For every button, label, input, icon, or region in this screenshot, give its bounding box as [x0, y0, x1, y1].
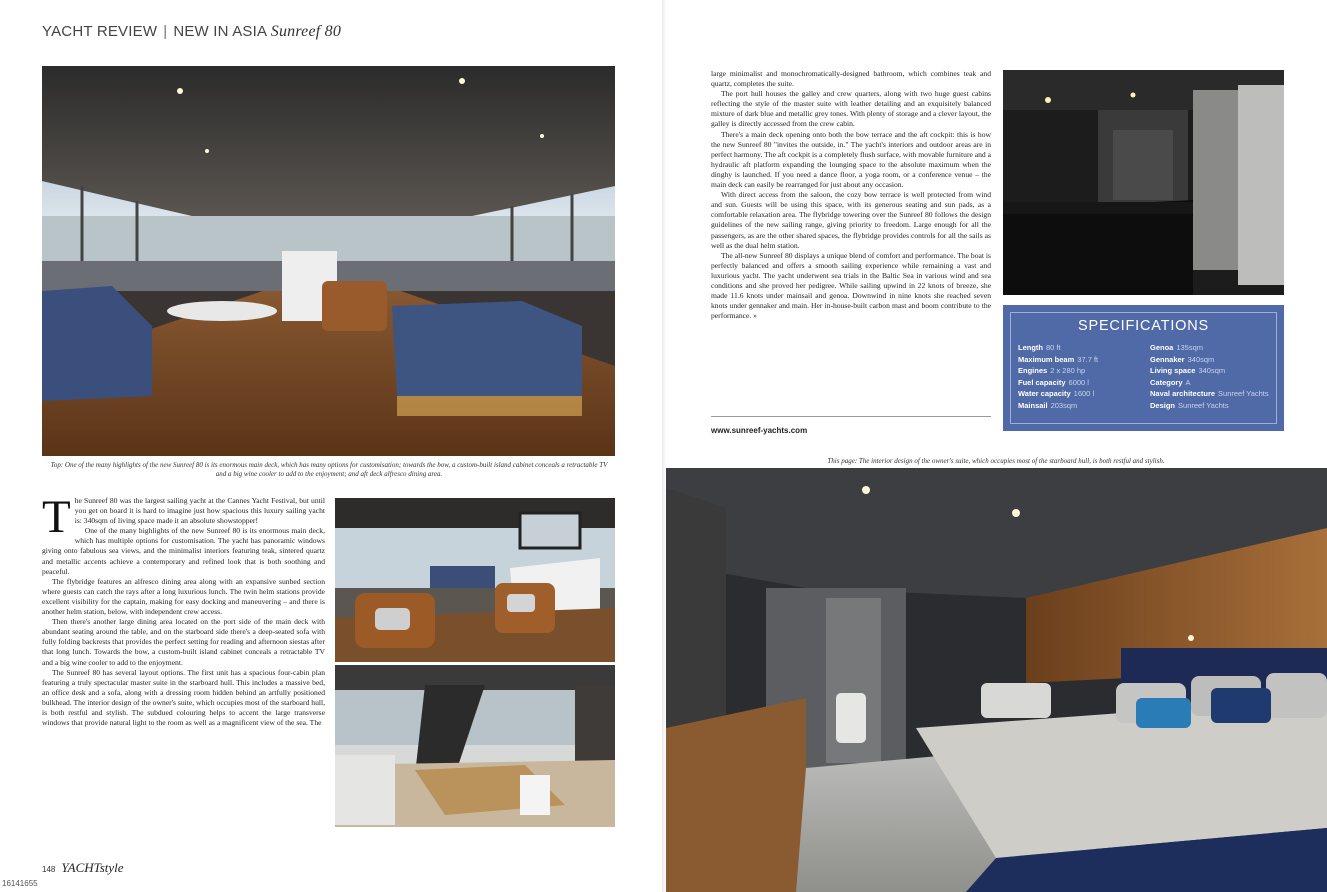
paragraph-text: he Sunreef 80 was the largest sailing yacht at the Cannes Yacht Festival, but until you get on board it is hard to imagine just how spacious this luxury sailing yacht is: 340sqm of living space made it an absolute showstopper!	[74, 496, 325, 526]
page-header	[42, 23, 341, 41]
article-paragraph: With direct access from the saloon, the cozy bow terrace is well protected from wind and sun. Guests will be using this space, with its generous seating and sun pads, as a comfortable relaxation area. The flybridge towering over the Sunreef 80 follows the design guidelines of the new sailing range, giving priority to freedom. Large enough for all the passengers, as are the other shared spaces, the flybridge provides controls for all the sails as well as the dual helm station.	[711, 190, 991, 250]
aft-deck-illustration	[335, 665, 615, 827]
spec-row: Engines 2 x 280 hp	[1018, 366, 1086, 376]
page-folio	[42, 860, 124, 876]
main-deck-photo	[42, 66, 615, 456]
header-section: YACHT REVIEW	[42, 23, 158, 40]
article-left-column	[42, 491, 325, 728]
left-page	[0, 0, 662, 892]
specifications-box	[1003, 305, 1284, 431]
brand-logo: YACHTstyle	[61, 860, 124, 875]
article-paragraph	[711, 251, 991, 322]
spec-row: Fuel capacity 6000 l	[1018, 377, 1089, 387]
article-paragraph: There's a main deck opening onto both the bow terrace and the aft cockpit: this is how the new Sunreef 80 "invites the outside, in." The yacht's interiors and outdoor areas are in perfect harmony. The aft cockpit is a completely flush surface, with movable furniture and a hydraulic aft platform expanding the lounging space to the absolute maximum when the dinghy is launched. If you need a dance floor, a yoga room, or a conference venue – the main deck can easily be rearranged for just about any occasion.	[711, 129, 991, 190]
specs-left-column	[1018, 342, 1098, 412]
header-subsection: NEW IN ASIA	[173, 23, 267, 40]
galley-illustration	[1003, 70, 1284, 295]
article-paragraph: The flybridge features an alfresco dining area along with an expansive sunbed section where guests can catch the rays after a long luxurious lunch. The twin helm stations provide excellent visibility for the captain, making for easy docking and maneuvering – and there is another helm station, below, with independent crew access.	[42, 576, 325, 617]
interior-chairs-photo	[335, 498, 615, 662]
caption-this-page: This page: The interior design of the owner's suite, which occupies most of the starboard hull, is both restful and stylish.	[827, 457, 1165, 465]
spec-row: Genoa 135sqm	[1150, 343, 1204, 352]
owner-suite-photo	[666, 468, 1327, 892]
drop-cap: T	[42, 491, 71, 543]
header-separator: |	[163, 23, 168, 40]
specs-right-column	[1150, 342, 1269, 412]
image-id: 16141655	[2, 879, 38, 888]
article-paragraph: One of the many highlights of the new Sunreef 80 is its enormous main deck, which has multiple options for customisation. The yacht has panoramic windows giving onto fabulous sea views, and the minimalist interiors featuring teak, sintered quartz and metallic accents achieve a contemporary and refined look that is both soothing and peaceful.	[42, 526, 325, 576]
website-link[interactable]: www.sunreef-yachts.com	[711, 426, 808, 435]
spec-row: Water capacity 1600 l	[1018, 389, 1095, 399]
header-title: Sunreef 80	[270, 23, 342, 40]
article-paragraph	[42, 491, 325, 543]
caption-top: Top: One of the many highlights of the new Sunreef 80 is its enormous main deck, which has many options for customisation; towards the bow, a custom-built island cabinet conceals a retractable TV and a big wine cooler to add to the enjoyment; and aft deck alfresco dining area.	[50, 461, 608, 478]
spec-row: Gennaker 340sqm	[1150, 354, 1215, 364]
paragraph-text: The all-new Sunreef 80 displays a unique blend of comfort and performance. The boat is perfectly balanced and offers a smooth sailing experience while remaining a vast and luxurious yacht. The yacht underwent sea trials in the Baltic Sea in various wind and sea conditions and she proved her pedigree. While sailing upwind in 22 knots of breeze, she made 11.6 knots under mainsail and genoa. Downwind in nine knots she reached seven knots under gennaker and main. Her in-house-built carbon mast and boom contribute to the performance.	[711, 250, 991, 321]
article-right-column	[711, 69, 991, 321]
end-mark: »	[753, 311, 757, 321]
spec-row: Category A	[1150, 377, 1191, 387]
article-paragraph: The port hull houses the galley and crew quarters, along with two huge guest cabins reflecting the style of the master suite with leather detailing and an exquisitely balanced mixture of dark blue and metallic grey tones. With plenty of storage and a clever layout, the galley is directly accessed from the crew cabin.	[711, 89, 991, 129]
article-paragraph: Then there's another large dining area located on the port side of the main deck with abundant seating around the table, and on the starboard side there's a deep-seated sofa with fully folding backrests that provides the perfect setting for reading and afternoon siestas after that long lunch. Towards the bow, a custom-built island cabinet conceals a retractable TV and a big wine cooler to add to the enjoyment.	[42, 617, 325, 667]
article-paragraph: The Sunreef 80 has several layout options. The first unit has a spacious four-cabin plan featuring a truly spectacular master suite in the starboard hull. This includes a massive bed, an office desk and a sofa, along with a dressing room hidden behind an artfully positioned bulkhead. The interior design of the owner's suite, which occupies most of the starboard hull, is both restful and stylish. The subdued colouring helps to accent the large transverse windows that provide natural light to the room as well as a magnificent view of the sea. The	[42, 667, 325, 728]
owner-suite-illustration	[666, 468, 1327, 892]
spec-row: Length 80 ft	[1018, 343, 1061, 352]
spec-row: Maximum beam 37.7 ft	[1018, 354, 1099, 364]
page-number: 148	[42, 865, 56, 874]
article-paragraph: large minimalist and monochromatically-designed bathroom, which combines teak and quartz, completes the suite.	[711, 69, 991, 89]
specifications-title: SPECIFICATIONS	[1078, 318, 1209, 334]
main-deck-illustration	[42, 66, 615, 456]
url-divider	[711, 416, 991, 417]
aft-deck-photo	[335, 665, 615, 827]
spec-row: Living space 340sqm	[1150, 366, 1226, 376]
spec-row: Mainsail 203sqm	[1018, 400, 1078, 410]
galley-photo	[1003, 70, 1284, 295]
spec-row: Design Sunreef Yachts	[1150, 400, 1229, 410]
right-page	[666, 0, 1327, 892]
spec-row: Naval architecture Sunreef Yachts	[1150, 389, 1269, 399]
interior-chairs-illustration	[335, 498, 615, 662]
